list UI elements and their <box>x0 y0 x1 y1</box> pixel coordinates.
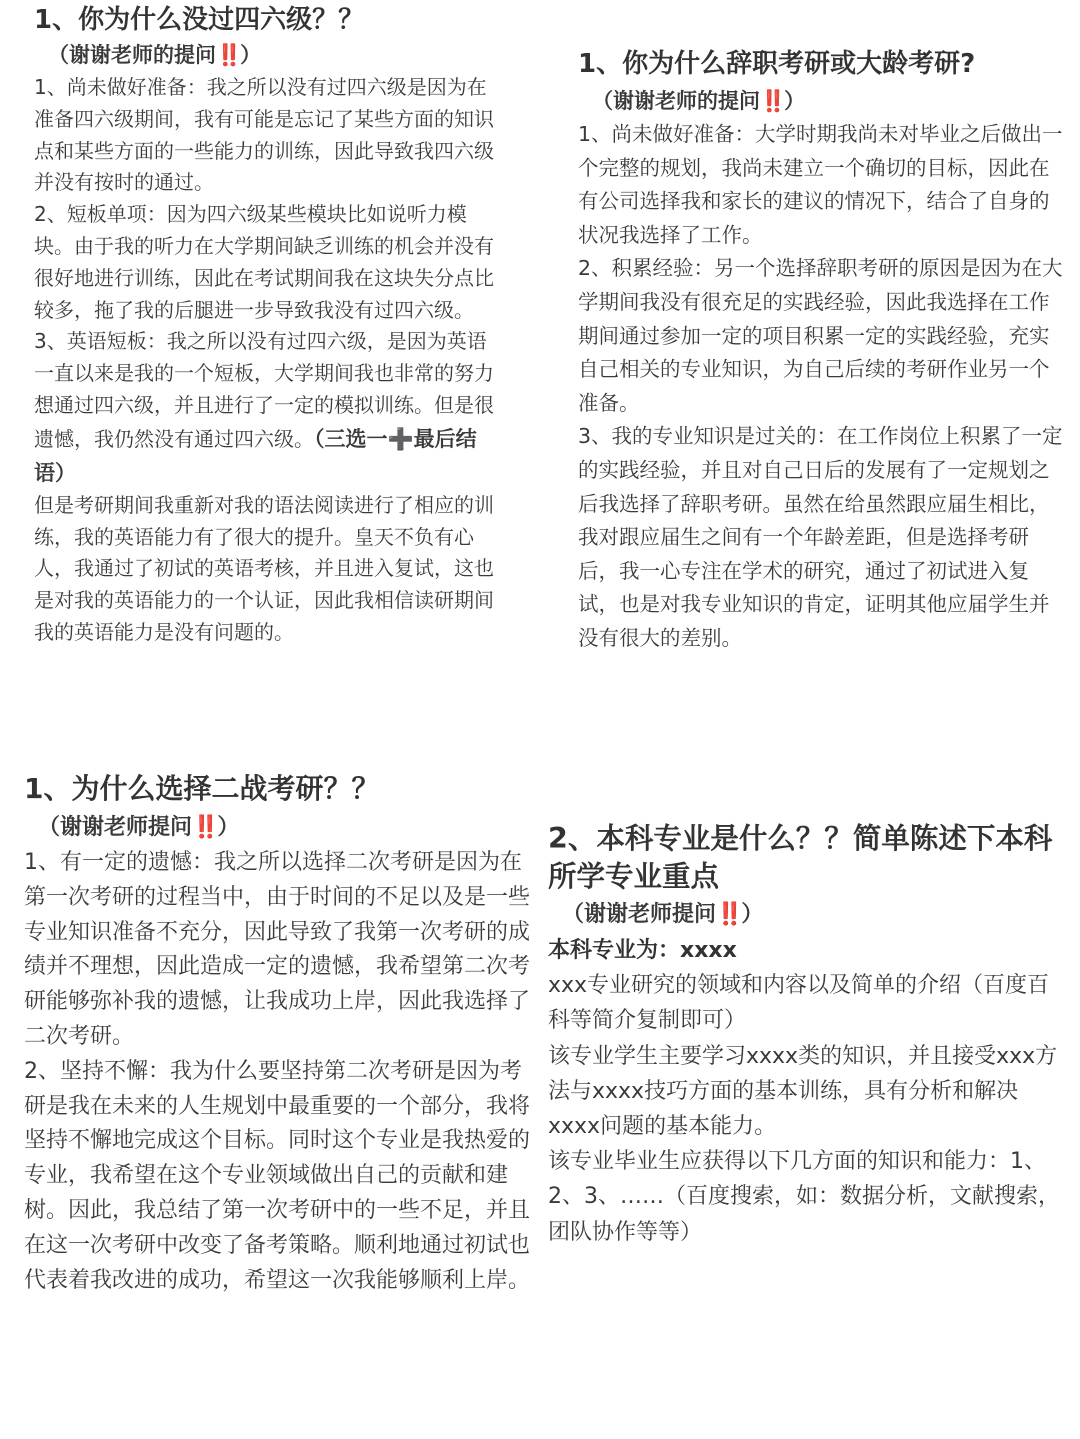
answer-point-2: 2、短板单项：因为四六级某些模块比如说听力模块。由于我的听力在大学期间缺乏训练的机会并没有很好地进行训练，因此在考试期间我在这块失分点比较多，拖了我的后腿进一步导致我没有过四六级。 <box>34 202 494 322</box>
thanks-open: （谢谢老师提问 <box>562 902 717 927</box>
major-study-content: 该专业学生主要学习xxxx类的知识，并且接受xxx方法与xxxx技巧方面的基本训练，具有分析和解决xxxx问题的基本能力。 <box>548 1043 1058 1140</box>
section-resign-question <box>578 44 1068 656</box>
major-intro: xxx专业研究的领域和内容以及简单的介绍（百度百科等简介复制即可） <box>548 973 1050 1034</box>
section-title: 1、为什么选择二战考研？？ <box>24 772 380 805</box>
double-exclamation-icon: ‼️ <box>192 815 218 840</box>
section-second-attempt-question <box>24 768 534 1298</box>
section-title: 1、你为什么没过四六级？？ <box>34 5 365 35</box>
thanks-note <box>592 84 1068 118</box>
answer-point-3 <box>34 326 504 489</box>
thanks-open: （谢谢老师的提问 <box>592 89 760 113</box>
choose-one-open: （三选一 <box>314 426 388 451</box>
answer-point-2: 2、积累经验：另一个选择辞职考研的原因是因为在大学期间我没有很充足的实践经验，因此我选择在工作期间通过参加一定的项目积累一定的实践经验，充实自己相关的专业知识，为自己后续的考研作业另一个准备。 <box>578 256 1063 415</box>
thanks-close: ） <box>784 89 806 113</box>
answer-point-1: 1、尚未做好准备：大学时期我尚未对毕业之后做出一个完整的规划，我尚未建立一个确切的目标，因此在有公司选择我和家长的建议的情况下，结合了自身的状况我选择了工作。 <box>578 122 1063 247</box>
section-cet-question <box>34 2 504 649</box>
section-title: 2、本科专业是什么？？简单陈述下本科所学专业重点 <box>548 822 1053 893</box>
section-major-question <box>548 820 1068 1250</box>
major-abilities: 该专业毕业生应获得以下几方面的知识和能力：1、2、3、……（百度搜索，如：数据分析，文献搜索，团队协作等等） <box>548 1149 1060 1245</box>
thanks-open: （谢谢老师提问 <box>38 815 193 840</box>
double-exclamation-icon: ‼️ <box>760 89 785 113</box>
answer-point-1: 1、有一定的遗憾：我之所以选择二次考研是因为在第一次考研的过程当中，由于时间的不足以及是一些专业知识准备不充分，因此导致了我第一次考研的成绩并不理想，因此造成一定的遗憾，我希望第二次考研能够弥补我的遗憾，让我成功上岸，因此我选择了二次考研。 <box>24 850 531 1049</box>
double-exclamation-icon: ‼️ <box>216 43 241 67</box>
plus-icon: ➕ <box>387 426 414 451</box>
answer-point-3-text: 3、英语短板：我之所以没有过四六级，是因为英语一直以来是我的一个短板，大学期间我也非常的努力想通过四六级，并且进行了一定的模拟训练。但是很遗憾，我仍然没有通过四六级。 <box>34 329 494 451</box>
answer-point-2: 2、坚持不懈：我为什么要坚持第二次考研是因为考研是我在未来的人生规划中最重要的一个部分，我将坚持不懈地完成这个目标。同时这个专业是我热爱的专业，我希望在这个专业领域做出自己的贡献和建树。因此，我总结了第一次考研中的一些不足，并且在这一次考研中改变了备考策略。顺利地通过初试也代表着我改进的成功，希望这一次我能够顺利上岸。 <box>24 1058 531 1293</box>
section-title: 1、你为什么辞职考研或大龄考研? <box>578 49 976 79</box>
thanks-note <box>562 896 1068 933</box>
thanks-open: （谢谢老师的提问 <box>48 43 216 67</box>
answer-point-3: 3、我的专业知识是过关的：在工作岗位上积累了一定的实践经验，并且对自己日后的发展有了一定规划之后我选择了辞职考研。虽然在给虽然跟应届生相比，我对跟应届生之间有一个年龄差距，但是选择考研后，我一心专注在学术的研究，通过了初试进入复试，也是对我专业知识的肯定，证明其他应届学生并没有很大的差别。 <box>578 424 1063 650</box>
thanks-close: ） <box>217 815 240 840</box>
major-label: 本科专业为：xxxx <box>548 938 737 963</box>
thanks-close: ） <box>741 902 764 927</box>
double-exclamation-icon: ‼️ <box>716 902 742 927</box>
answer-point-1: 1、尚未做好准备：我之所以没有过四六级是因为在准备四六级期间，我有可能是忘记了某些方面的知识点和某些方面的一些能力的训练，因此导致我四六级并没有按时的通过。 <box>34 75 494 195</box>
thanks-note <box>38 810 534 846</box>
thanks-note <box>48 38 504 72</box>
thanks-close: ） <box>240 43 262 67</box>
choose-one-close: 最后结语） <box>34 426 477 485</box>
closing-remark: 但是考研期间我重新对我的语法阅读进行了相应的训练，我的英语能力有了很大的提升。皇天不负有心人，我通过了初试的英语考核，并且进入复试，这也是对我的英语能力的一个认证，因此我相信读研期间我的英语能力是没有问题的。 <box>34 492 494 644</box>
